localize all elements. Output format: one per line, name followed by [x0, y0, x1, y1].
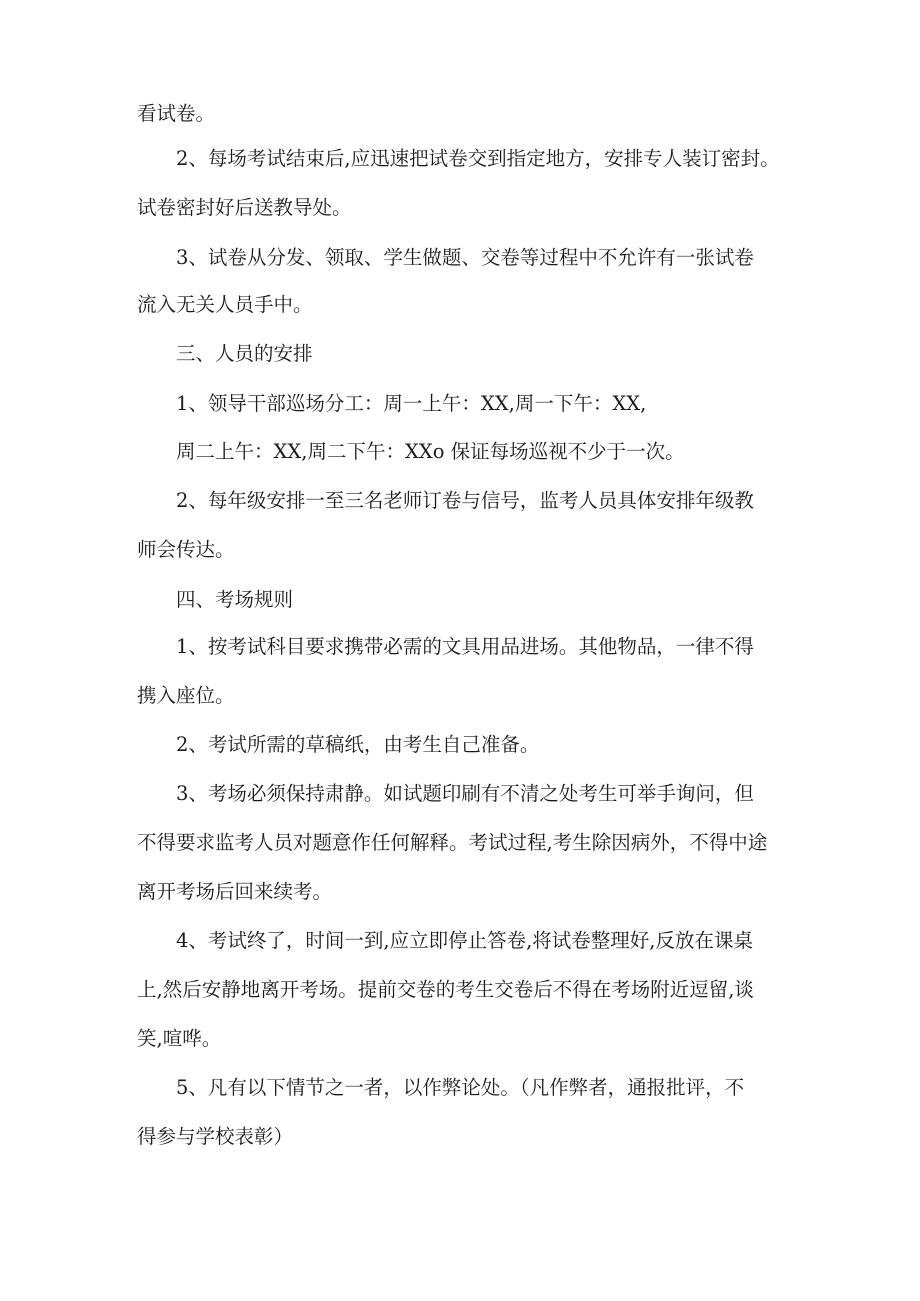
text-line: 流入无关人员手中。 [137, 293, 313, 316]
text-line: 周二上午：XX,周二下午：XXo 保证每场巡视不少于一次。 [176, 440, 685, 463]
text-line: 离开考场后回来续考。 [137, 880, 333, 903]
text-line: 不得要求监考人员对题意作任何解释。考试过程,考生除因病外，不得中途 [137, 831, 768, 854]
text-line: 师会传达。 [137, 538, 235, 561]
text-line: 1、领导干部巡场分工：周一上午：XX,周一下午：XX, [176, 392, 647, 415]
text-line: 1、按考试科目要求携带必需的文具用品进场。其他物品，一律不得 [176, 635, 754, 658]
text-line: 2、每场考试结束后,应迅速把试卷交到指定地方，安排专人装订密封。 [176, 147, 780, 170]
text-line: 得参与学校表彰） [137, 1125, 294, 1148]
text-line: 笑,喧哗。 [137, 1027, 222, 1050]
text-line: 携入座位。 [137, 684, 235, 707]
text-line: 3、试卷从分发、领取、学生做题、交卷等过程中不允许有一张试卷 [176, 246, 754, 269]
text-line: 看试卷。 [137, 102, 216, 125]
text-line: 上,然后安静地离开考场。提前交卷的考生交卷后不得在考场附近逗留,谈 [137, 978, 754, 1001]
text-line: 3、考场必须保持肃静。如试题印刷有不清之处考生可举手询问，但 [176, 782, 754, 805]
section-heading: 四、考场规则 [176, 588, 294, 611]
text-line: 4、考试终了，时间一到,应立即停止答卷,将试卷整理好,反放在课桌 [176, 929, 754, 952]
text-line: 2、考试所需的草稿纸，由考生自己准备。 [176, 733, 540, 756]
text-line: 5、凡有以下情节之一者，以作弊论处。（凡作弊者，通报批评，不 [176, 1076, 745, 1099]
text-line: 2、每年级安排一至三名老师订卷与信号，监考人员具体安排年级教 [176, 489, 754, 512]
text-line: 试卷密封好后送教导处。 [137, 196, 352, 219]
section-heading: 三、人员的安排 [176, 342, 313, 365]
